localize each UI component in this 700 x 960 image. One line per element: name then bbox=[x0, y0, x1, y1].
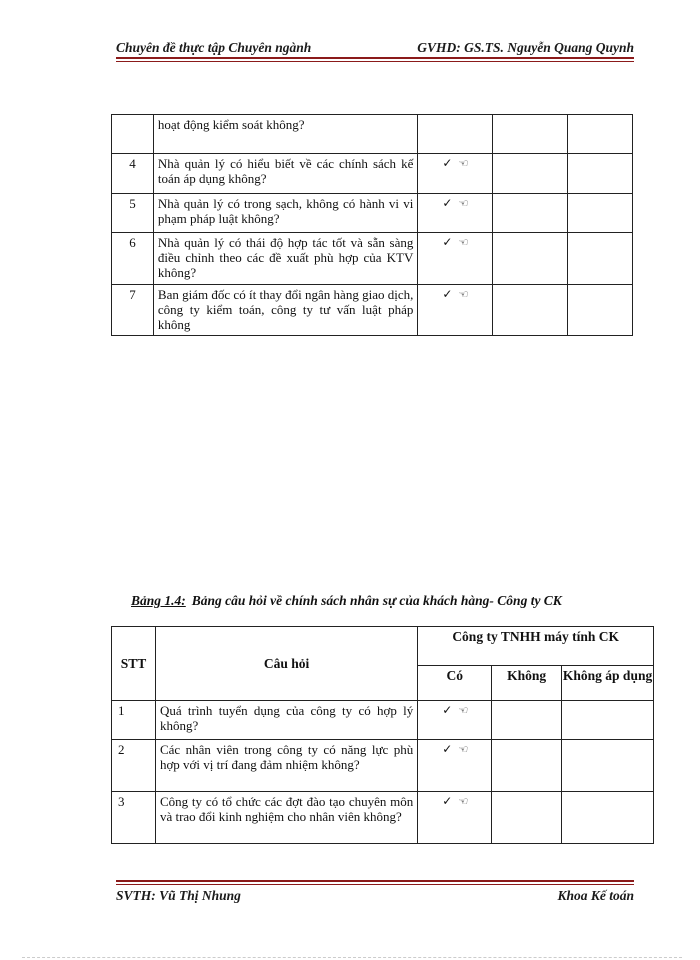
pointing-hand-icon: ☜ bbox=[458, 157, 469, 170]
header-question: Câu hỏi bbox=[155, 627, 417, 701]
pointing-hand-icon: ☜ bbox=[458, 236, 469, 249]
question-text: Nhà quản lý có thái độ hợp tác tốt và sẵn sàng điều chỉnh theo các đề xuất phù hợp của KTV không? bbox=[153, 233, 417, 285]
check-icon: ✓ bbox=[442, 235, 453, 249]
table-row bbox=[112, 115, 633, 154]
answer-khong-ap-dung bbox=[568, 194, 633, 233]
answer-khong-ap-dung bbox=[562, 740, 654, 792]
control-environment-table bbox=[111, 114, 633, 336]
row-number: 6 bbox=[112, 233, 154, 285]
answer-khong bbox=[493, 115, 568, 154]
question-text: Các nhân viên trong công ty có năng lực phù hợp với vị trí đang đảm nhiệm không? bbox=[155, 740, 417, 792]
answer-khong-ap-dung bbox=[562, 792, 654, 844]
check-icon: ✓ bbox=[442, 287, 453, 301]
answer-co bbox=[418, 740, 492, 792]
pointing-hand-icon: ☜ bbox=[458, 743, 469, 756]
check-icon: ✓ bbox=[442, 794, 453, 808]
answer-khong bbox=[493, 285, 568, 336]
header-khong-ap-dung: Không áp dụng bbox=[562, 666, 654, 701]
row-number: 7 bbox=[112, 285, 154, 336]
pointing-hand-icon: ☜ bbox=[458, 288, 469, 301]
answer-khong bbox=[493, 154, 568, 194]
header-supervisor: GVHD: GS.TS. Nguyễn Quang Quynh bbox=[417, 40, 634, 55]
check-icon: ✓ bbox=[442, 196, 453, 210]
answer-co bbox=[418, 154, 493, 194]
row-number: 1 bbox=[112, 701, 156, 740]
question-text: hoạt động kiểm soát không? bbox=[153, 115, 417, 154]
answer-co bbox=[418, 233, 493, 285]
table-row bbox=[112, 701, 654, 740]
answer-khong-ap-dung bbox=[568, 115, 633, 154]
table-row bbox=[112, 194, 633, 233]
answer-co bbox=[418, 792, 492, 844]
caption-label: Bảng 1.4: bbox=[131, 593, 186, 608]
header-rule bbox=[116, 57, 634, 62]
table-row bbox=[112, 154, 633, 194]
row-number: 5 bbox=[112, 194, 154, 233]
answer-co bbox=[418, 115, 493, 154]
answer-khong-ap-dung bbox=[568, 154, 633, 194]
check-icon: ✓ bbox=[442, 703, 453, 717]
question-text: Nhà quản lý có hiểu biết về các chính sách kế toán áp dụng không? bbox=[153, 154, 417, 194]
table-row bbox=[112, 285, 633, 336]
pointing-hand-icon: ☜ bbox=[458, 197, 469, 210]
answer-co bbox=[418, 285, 493, 336]
footer-faculty: Khoa Kế toán bbox=[557, 888, 634, 903]
pointing-hand-icon: ☜ bbox=[458, 795, 469, 808]
page-header bbox=[116, 40, 634, 56]
answer-khong bbox=[493, 233, 568, 285]
question-text: Quá trình tuyển dụng của công ty có hợp lý không? bbox=[155, 701, 417, 740]
pointing-hand-icon: ☜ bbox=[458, 704, 469, 717]
caption-title: Bảng câu hỏi về chính sách nhân sự của khách hàng- Công ty CK bbox=[191, 593, 562, 608]
footer-rule bbox=[116, 880, 634, 885]
question-text: Nhà quản lý có trong sạch, không có hành vi vi phạm pháp luật không? bbox=[153, 194, 417, 233]
header-stt: STT bbox=[112, 627, 156, 701]
row-number: 3 bbox=[112, 792, 156, 844]
question-text: Công ty có tổ chức các đợt đào tạo chuyên môn và trao đổi kinh nghiệm cho nhân viên không? bbox=[155, 792, 417, 844]
page-footer bbox=[116, 888, 634, 904]
table-caption bbox=[131, 593, 562, 609]
answer-khong bbox=[492, 792, 562, 844]
header-course-title: Chuyên đề thực tập Chuyên ngành bbox=[116, 40, 312, 55]
table-row bbox=[112, 233, 633, 285]
table-row bbox=[112, 792, 654, 844]
row-number: 4 bbox=[112, 154, 154, 194]
footer-student: SVTH: Vũ Thị Nhung bbox=[116, 888, 241, 903]
answer-khong bbox=[493, 194, 568, 233]
check-icon: ✓ bbox=[442, 742, 453, 756]
check-icon: ✓ bbox=[442, 156, 453, 170]
answer-khong-ap-dung bbox=[568, 233, 633, 285]
answer-co bbox=[418, 194, 493, 233]
answer-khong bbox=[492, 701, 562, 740]
answer-khong bbox=[492, 740, 562, 792]
header-co: Có bbox=[418, 666, 492, 701]
personnel-policy-table bbox=[111, 626, 654, 844]
answer-khong-ap-dung bbox=[562, 701, 654, 740]
table-row bbox=[112, 740, 654, 792]
row-number: 2 bbox=[112, 740, 156, 792]
row-number bbox=[112, 115, 154, 154]
header-company: Công ty TNHH máy tính CK bbox=[418, 627, 654, 666]
answer-khong-ap-dung bbox=[568, 285, 633, 336]
question-text: Ban giám đốc có ít thay đổi ngân hàng giao dịch, công ty kiểm toán, công ty tư vấn luật pháp không bbox=[153, 285, 417, 336]
answer-co bbox=[418, 701, 492, 740]
page-edge-divider bbox=[22, 957, 682, 958]
header-khong: Không bbox=[492, 666, 562, 701]
